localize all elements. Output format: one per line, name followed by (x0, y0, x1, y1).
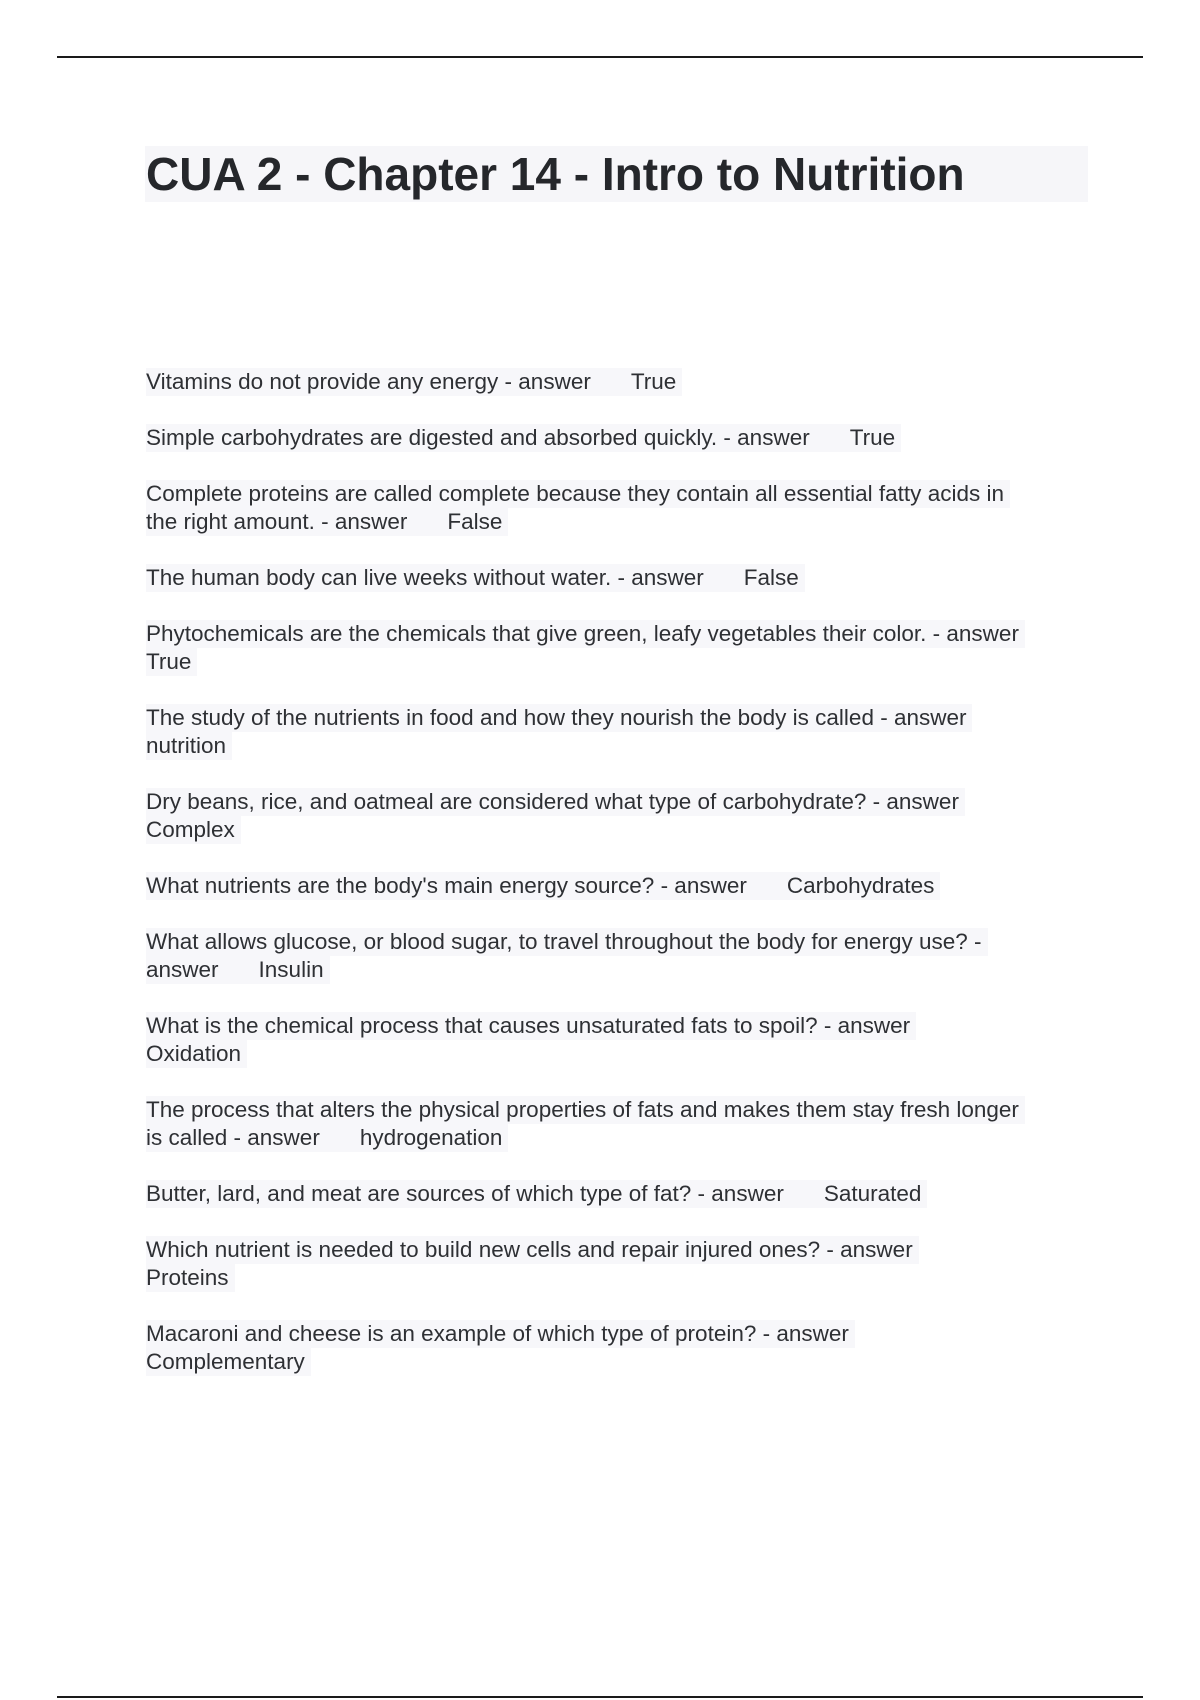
bottom-rule (57, 1696, 1143, 1698)
qa-item (146, 928, 1096, 984)
question-text: Vitamins do not provide any energy - answer (146, 369, 591, 394)
answer-text: nutrition (146, 733, 227, 758)
answer-text: hydrogenation (359, 1125, 503, 1150)
qa-item (146, 788, 1096, 844)
question-line (146, 788, 965, 816)
question-text: What is the chemical process that causes unsaturated fats to spoil? - answer (146, 1013, 911, 1038)
question-line (146, 480, 1010, 508)
answer-line (146, 732, 232, 760)
question-line (146, 424, 901, 452)
question-text: Dry beans, rice, and oatmeal are considered what type of carbohydrate? - answer (146, 789, 959, 814)
qa-item (146, 1096, 1096, 1152)
qa-item (146, 1236, 1096, 1292)
answer-text: Complementary (146, 1349, 305, 1374)
qa-item (146, 704, 1096, 760)
question-line (146, 508, 508, 536)
question-text: The study of the nutrients in food and how they nourish the body is called - answer (146, 705, 967, 730)
question-text: Which nutrient is needed to build new cells and repair injured ones? - answer (146, 1237, 913, 1262)
answer-text: Complex (146, 817, 235, 842)
qa-item (146, 1012, 1096, 1068)
question-line (146, 1096, 1025, 1124)
question-line (146, 620, 1025, 648)
question-text: Macaroni and cheese is an example of which type of protein? - answer (146, 1321, 849, 1346)
page-title: CUA 2 - Chapter 14 - Intro to Nutrition (146, 148, 965, 200)
answer-text: True (849, 425, 896, 450)
answer-line (146, 1348, 311, 1376)
question-line (146, 928, 988, 956)
qa-item (146, 564, 1096, 592)
question-text: What allows glucose, or blood sugar, to travel throughout the body for energy use? - (146, 929, 982, 954)
answer-text: Saturated (823, 1181, 922, 1206)
question-text: Simple carbohydrates are digested and absorbed quickly. - answer (146, 425, 810, 450)
question-text: is called - answer (146, 1125, 320, 1150)
question-text: The process that alters the physical properties of fats and makes them stay fresh longer (146, 1097, 1019, 1122)
answer-text: Carbohydrates (786, 873, 935, 898)
question-line (146, 1320, 855, 1348)
question-line (146, 1012, 916, 1040)
question-line (146, 704, 972, 732)
answer-text: True (146, 649, 192, 674)
question-line (146, 1236, 919, 1264)
answer-line (146, 648, 197, 676)
answer-text: Oxidation (146, 1041, 242, 1066)
question-answer-list (146, 368, 1096, 1404)
question-line (146, 368, 682, 396)
answer-text: False (447, 509, 503, 534)
qa-item (146, 620, 1096, 676)
question-text: Butter, lard, and meat are sources of which type of fat? - answer (146, 1181, 784, 1206)
question-text: the right amount. - answer (146, 509, 408, 534)
qa-item (146, 480, 1096, 536)
question-line (146, 564, 805, 592)
question-line (146, 956, 330, 984)
top-rule (57, 56, 1143, 58)
qa-item (146, 872, 1096, 900)
answer-text: Proteins (146, 1265, 229, 1290)
answer-text: True (630, 369, 677, 394)
question-line (146, 872, 940, 900)
question-text: What nutrients are the body's main energy source? - answer (146, 873, 747, 898)
qa-item (146, 424, 1096, 452)
question-line (146, 1180, 927, 1208)
qa-item (146, 368, 1096, 396)
answer-text: Insulin (258, 957, 324, 982)
question-line (146, 1124, 508, 1152)
question-text: answer (146, 957, 219, 982)
question-text: Complete proteins are called complete because they contain all essential fatty acids in (146, 481, 1004, 506)
qa-item (146, 1180, 1096, 1208)
question-text: The human body can live weeks without water. - answer (146, 565, 704, 590)
answer-text: False (743, 565, 799, 590)
answer-line (146, 1040, 247, 1068)
qa-item (146, 1320, 1096, 1376)
question-text: Phytochemicals are the chemicals that give green, leafy vegetables their color. - answer (146, 621, 1019, 646)
answer-line (146, 1264, 235, 1292)
answer-line (146, 816, 241, 844)
